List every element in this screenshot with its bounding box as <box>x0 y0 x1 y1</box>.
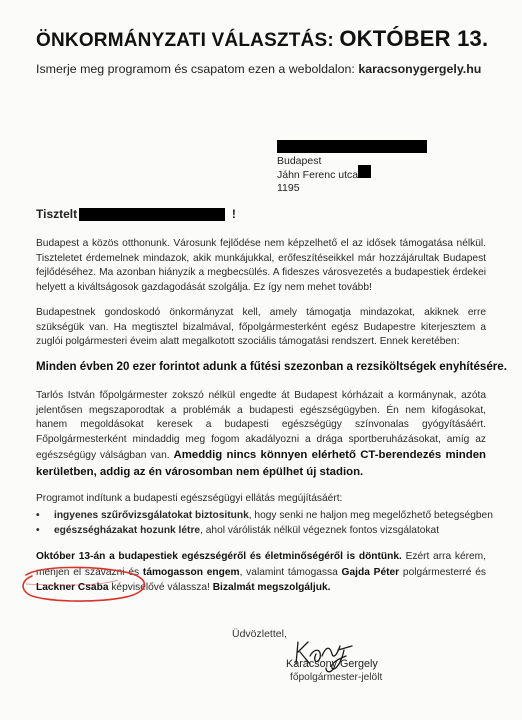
signer-title: főpolgármester-jelölt <box>290 672 383 683</box>
closing: Üdvözlettel, <box>232 628 287 640</box>
signature-scribble <box>296 642 352 672</box>
headline-text: ÖNKORMÁNYZATI VÁLASZTÁS: <box>36 30 334 51</box>
red-pen-stroke <box>26 580 118 585</box>
paragraph-4: Programot indítunk a budapesti egészségügyi ellátás megújításáért: <box>36 493 343 504</box>
bullet-icon: • <box>36 524 40 536</box>
list-item-text: , ahol várólisták nélkül végeznek fontos vizsgálatokat <box>200 524 440 536</box>
list-item-text: , hogy senki ne haljon meg megelőzhető betegségben <box>248 510 493 521</box>
p5-text-a: Ezért arra kérem, menjen el szavazni és <box>36 551 486 578</box>
highlight-statement: Minden évben 20 ezer forintot adunk a fűtési szezonban a rezsiköltségek enyhítésére. <box>36 360 507 373</box>
list-item-bold: egészségházakat hozunk létre <box>54 524 201 536</box>
website-line-prefix: Ismerje meg programom és csapatom ezen a weboldalon: <box>36 62 355 76</box>
p5-bold-1: Október 13-án a budapestiek egészségéről és életminőségéről is döntünk. <box>36 551 402 562</box>
paragraph-2: Budapestnek gondoskodó önkormányzat kell, amely támogatja mindazokat, akiknek erre szükségük van. Ha megtisztel bizalmával, főpolgármesterként egész Budapestre kiterjesztem a zuglói polgármesteri éveim alatt megalkotott szociális támogatási rendszert. Ennek keretében: <box>36 307 486 348</box>
p5-bold-3: Gajda Péter <box>341 566 400 578</box>
paragraph-1: Budapest a közös otthonunk. Városunk fejlődése nem képzelhető el az idősek támogatása nélkül. Tiszteletet érdemelnek mindazok, akik munkájukkal, erőfeszítéseikkel már hozzájárultak Budapest fejlődéséhez. Ma azonban hiányzik a megbecsülés. A fideszes városvezetés a budapestiek érdekei helyett a kiváltságosok gazdagodását szolgálja. Ez így nem mehet tovább! <box>36 238 486 293</box>
salutation-suffix: ! <box>231 207 236 221</box>
address-city: Budapest <box>277 155 322 167</box>
salutation-prefix: Tisztelt <box>36 207 78 221</box>
p5-text-c: polgármesterré és <box>399 566 486 578</box>
address-zip: 1195 <box>277 182 300 194</box>
p5-bold-4: Lackner Csaba <box>36 582 109 594</box>
p5-bold-5: Bizalmát megszolgáljuk. <box>212 582 331 594</box>
red-pen-circle <box>23 567 144 601</box>
headline-date: OKTÓBER 13. <box>339 26 489 51</box>
bullet-icon: • <box>36 510 40 521</box>
paragraph-3-text: Tarlós István főpolgármester zokszó nélkül engedte át Budapest kórházait a kormánynak, azóta jelentősen megszaporodtak a problémák a budapesti egészségügyben. Én nem kifogásokat, hanem megoldásokat keresek a budapesti egészségügy színvonalas gyógyításáért. Főpolgármesterként mindaddig meg fogom akadályozni a drága sportberuházásokat, amíg az egészségügy válságban van. <box>36 390 486 462</box>
p5-bold-2: támogasson engem <box>142 566 240 578</box>
website-url: karacsonygergely.hu <box>358 62 482 76</box>
list-item-bold: ingyenes szűrővizsgálatokat biztositunk <box>54 510 249 521</box>
p5-text-d: képviselővé válassza! <box>108 582 213 594</box>
paragraph-3-bold: Ameddig nincs könnyen elérhető CT-berendezés minden kerületben, addig az én városomban nem épülhet új stadion. <box>36 449 486 478</box>
signer-name: Karácsony Gergely <box>286 658 378 670</box>
p5-text-b: , valamint támogassa <box>239 566 342 578</box>
address-street: Jáhn Ferenc utca <box>277 168 359 181</box>
